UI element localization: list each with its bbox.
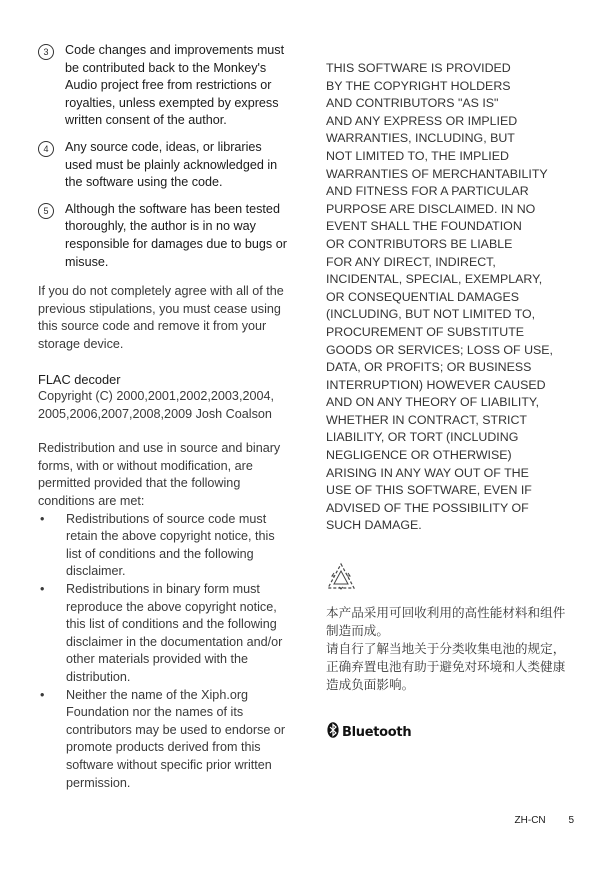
- item-number-badge: 3: [38, 44, 54, 60]
- list-item: [38, 687, 290, 793]
- item-number-badge: 4: [38, 141, 54, 157]
- list-item-text: Redistributions of source code must retain the above copyright notice, this list of conditions and the following disclaimer.: [66, 511, 275, 579]
- numbered-item: [38, 139, 290, 192]
- list-item-text: Neither the name of the Xiph.org Foundation nor the names of its contributors may be used to endorse or promote products derived from this software without specific prior written permission.: [66, 687, 286, 790]
- bullet-icon: •: [40, 582, 45, 597]
- bluetooth-icon: [327, 722, 339, 742]
- numbered-item: [38, 42, 290, 130]
- numbered-item-text: Although the software has been tested thoroughly, the author is in no way responsible for damages due to bugs or misuse.: [65, 201, 287, 269]
- right-column: [326, 60, 576, 535]
- bullet-icon: •: [40, 511, 45, 526]
- bluetooth-wordmark: Bluetooth: [342, 724, 412, 740]
- disclaimer-paragraph: If you do not completely agree with all of the previous stipulations, you must cease using this source code and remove it from your storage device.: [38, 284, 284, 351]
- language-code: ZH-CN: [514, 815, 546, 826]
- recycle-icon: [326, 562, 356, 592]
- chinese-notice: [326, 604, 576, 694]
- warranty-disclaimer: THIS SOFTWARE IS PROVIDED BY THE COPYRIGHT HOLDERS AND CONTRIBUTORS "AS IS" AND ANY EXPRESS OR IMPLIED WARRANTIES, INCLUDING, BUT NOT LIMITED TO, THE IMPLIED WARRANTIES OF MERCHANTABILITY AND FITNESS FOR A PARTICULAR PURPOSE ARE DISCLAIMED. IN NO EVENT SHALL THE FOUNDATION OR CONTRIBUTORS BE LIABLE FOR ANY DIRECT, INDIRECT, INCIDENTAL, SPECIAL, EXEMPLARY, OR CONSEQUENTIAL DAMAGES (INCLUDING, BUT NOT LIMITED TO, PROCUREMENT OF SUBSTITUTE GOODS OR SERVICES; LOSS OF USE, DATA, OR PROFITS; OR BUSINESS INTERRUPTION) HOWEVER CAUSED AND ON ANY THEORY OF LIABILITY, WHETHER IN CONTRACT, STRICT LIABILITY, OR TORT (INCLUDING NEGLIGENCE OR OTHERWISE) ARISING IN ANY WAY OUT OF THE USE OF THIS SOFTWARE, EVEN IF ADVISED OF THE POSSIBILITY OF SUCH DAMAGE.: [326, 61, 553, 533]
- list-item: [38, 581, 290, 687]
- flac-intro: Redistribution and use in source and binary forms, with or without modification, are permitted provided that the following conditions are met:: [38, 441, 281, 509]
- page-footer: [515, 815, 574, 826]
- numbered-list: [38, 42, 290, 271]
- left-column: [38, 42, 290, 792]
- numbered-item-text: Code changes and improvements must be contributed back to the Monkey's Audio project free from restrictions or royalties, unless exempted by express written consent of the author.: [65, 43, 285, 128]
- numbered-item: [38, 201, 290, 271]
- flac-copyright: Copyright (C) 2000,2001,2002,2003,2004, 2005,2006,2007,2008,2009 Josh Coalson: [38, 389, 274, 421]
- bluetooth-logo: [327, 722, 411, 742]
- item-number-badge: 5: [38, 203, 54, 219]
- numbered-item-text: Any source code, ideas, or libraries used must be plainly acknowledged in the software using the code.: [65, 139, 278, 190]
- flac-heading: FLAC decoder: [38, 371, 121, 387]
- list-item-text: Redistributions in binary form must reproduce the above copyright notice, this list of conditions and the following disclaimer in the documentation and/or other materials provided with the distribution.: [66, 582, 283, 684]
- page-number: 5: [568, 815, 574, 826]
- conditions-list: [38, 511, 290, 793]
- chinese-text: 本产品采用可回收利用的高性能材料和组件制造而成。 请自行了解当地关于分类收集电池的规定，正确弃置电池有助于避免对环境和人类健康造成负面影响。: [326, 605, 566, 692]
- list-item: [38, 511, 290, 581]
- bullet-icon: •: [40, 687, 45, 702]
